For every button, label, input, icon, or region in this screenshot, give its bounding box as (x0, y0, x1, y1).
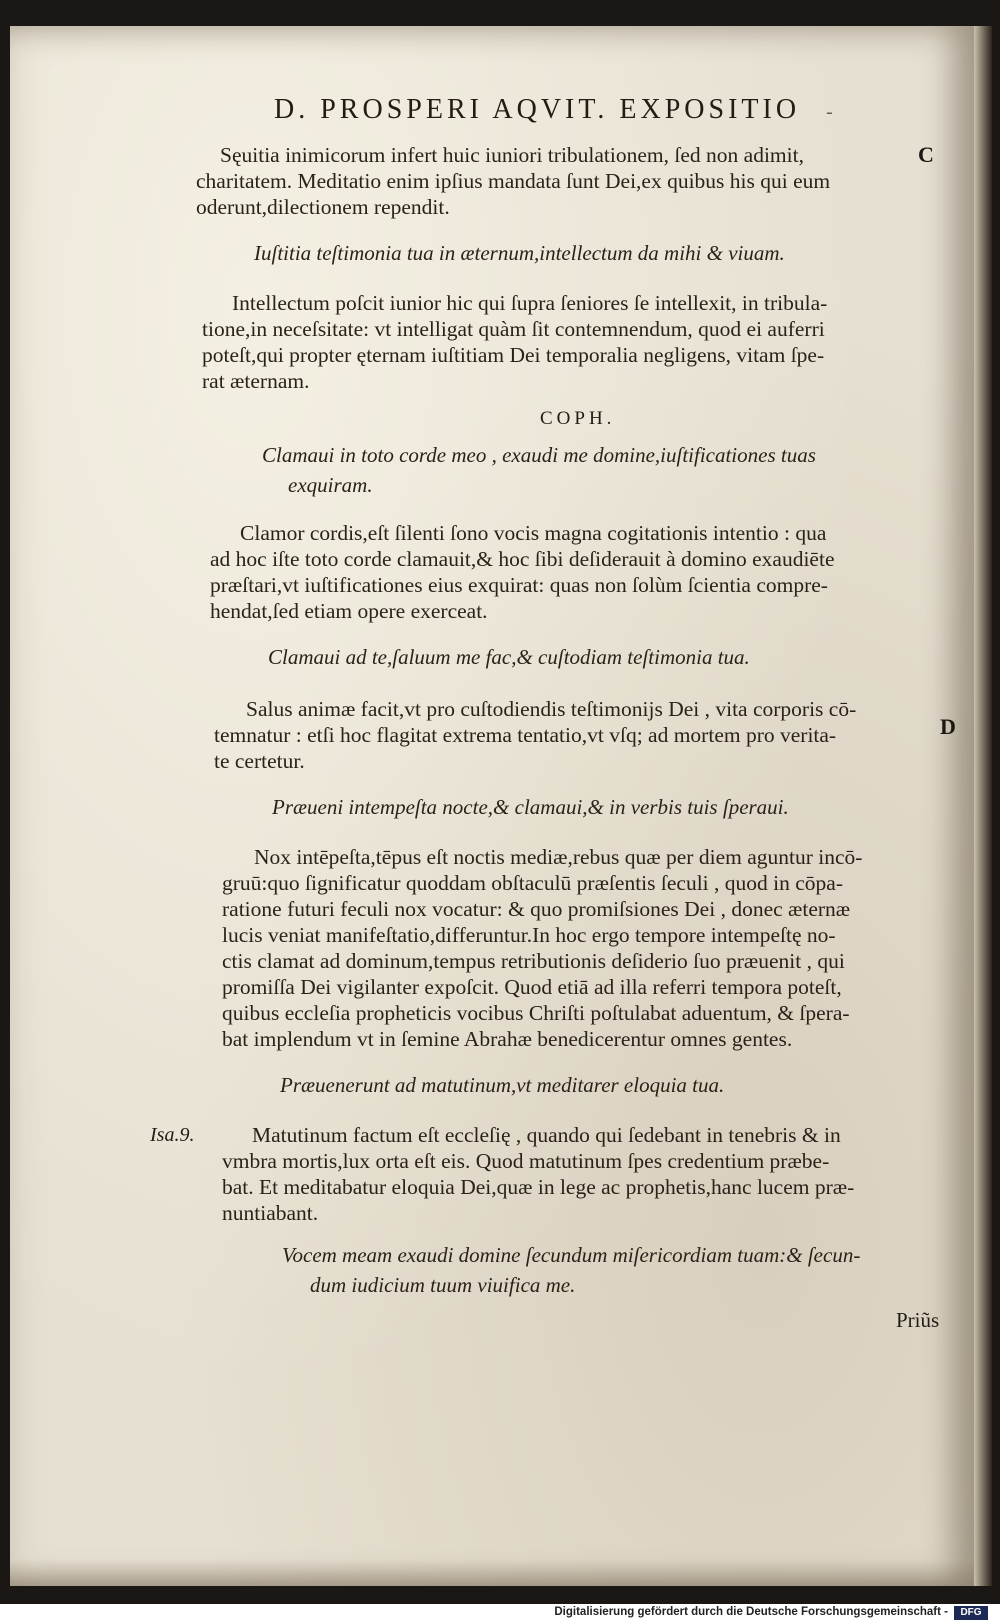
text-line: Sęuitia inimicorum infert huic iuniori tribulationem, ſed non adimit, (220, 143, 804, 167)
text-line: promiſſa Dei vigilanter expoſcit. Quod etiā ad illa referri tempora poteſt, (222, 975, 842, 999)
text-line: gruū:quo ſignificatur quoddam obſtaculū præſentis ſeculi , quod in cōpa- (222, 871, 843, 895)
text-line: vmbra mortis,lux orta eſt eis. Quod matutinum ſpes credentium præbe- (222, 1149, 830, 1173)
running-head-title: D. PROSPERI AQVIT. EXPOSITIO (274, 94, 801, 125)
running-head-mark: - (826, 101, 837, 123)
text-line: ratione futuri feculi nox vocatur: & quo promiſsiones Dei , donec æternæ (222, 897, 851, 921)
running-head (274, 94, 837, 126)
text-line: temnatur : etſi hoc flagitat extrema tentatio,vt vſq; ad mortem pro verita- (214, 723, 837, 747)
book-page (10, 26, 974, 1586)
text-line: hendat,ſed etiam opere exerceat. (210, 599, 488, 623)
funding-credit: Digitalisierung gefördert durch die Deutsche Forschungsgemeinschaft - (554, 1606, 948, 1618)
page-shadow (10, 1560, 974, 1586)
text-line: bat implendum vt in ſemine Abrahæ benedicerentur omnes gentes. (222, 1027, 793, 1051)
catchword: Priũs (896, 1308, 940, 1332)
text-line: Intellectum poſcit iunior hic qui ſupra ſeniores ſe intellexit, in tribula- (232, 291, 828, 315)
psalm-verse: Præuenerunt ad matutinum,vt meditarer eloquia tua. (280, 1073, 725, 1097)
text-line: ctis clamat ad dominum,tempus retributionis deſiderio ſuo præuenit , qui (222, 949, 845, 973)
text-line: Clamor cordis,eſt ſilenti ſono vocis magna cogitationis intentio : qua (240, 521, 827, 545)
psalm-verse: Iuſtitia teſtimonia tua in æternum,intellectum da mihi & viuam. (254, 241, 785, 265)
text-line: Nox intēpeſta,tēpus eſt noctis mediæ,rebus quæ per diem aguntur incō- (254, 845, 863, 869)
footer-bar (0, 1604, 1000, 1624)
psalm-verse: exquiram. (288, 473, 373, 497)
page-edge (974, 26, 992, 1586)
psalm-verse: Clamaui in toto corde meo , exaudi me domine,iuſtificationes tuas (262, 443, 816, 467)
psalm-verse: dum iudicium tuum viuifica me. (310, 1273, 576, 1297)
text-line: præſtari,vt iuſtificationes eius exquirat: quas non ſolùm ſcientia compre- (210, 573, 828, 597)
psalm-verse: Vocem meam exaudi domine ſecundum miſericordiam tuam:& ſecun- (282, 1243, 861, 1267)
psalm-verse: Clamaui ad te,ſaluum me fac,& cuſtodiam teſtimonia tua. (268, 645, 750, 669)
text-line: quibus eccleſia propheticis vocibus Chriſti poſtulabat aduentum, & ſpera- (222, 1001, 850, 1025)
psalm-verse: Præueni intempeſta nocte,& clamaui,& in verbis tuis ſperaui. (272, 795, 789, 819)
text-line: lucis veniat manifeſtatio,differuntur.In hoc ergo tempore intempeſtę no- (222, 923, 836, 947)
text-line: rat æternam. (202, 369, 310, 393)
dfg-logo: DFG (954, 1606, 988, 1620)
text-line: charitatem. Meditatio enim ipſius mandata ſunt Dei,ex quibus his qui eum (196, 169, 831, 193)
text-line: oderunt,dilectionem rependit. (196, 195, 450, 219)
margin-letter-c: C (918, 142, 934, 167)
text-line: tione,in neceſsitate: vt intelligat quàm ſit contemnendum, quod ei auferri (202, 317, 825, 341)
margin-letter-d: D (940, 714, 956, 739)
text-line: ad hoc iſte toto corde clamauit,& hoc ſibi deſiderauit à domino exaudiēte (210, 547, 835, 571)
text-line: nuntiabant. (222, 1201, 319, 1225)
text-line: poteſt,qui propter ęternam iuſtitiam Dei temporalia negligens, vitam ſpe- (202, 343, 825, 367)
text-line: bat. Et meditabatur eloquia Dei,quæ in lege ac prophetis,hanc lucem præ- (222, 1175, 855, 1199)
text-line: Salus animæ facit,vt pro cuſtodiendis teſtimonijs Dei , vita corporis cō- (246, 697, 857, 721)
text-line: Matutinum factum eſt eccleſię , quando qui ſedebant in tenebris & in (252, 1123, 841, 1147)
text-line: te certetur. (214, 749, 305, 773)
section-heading: COPH. (540, 408, 616, 429)
margin-note-isaiah: Isa.9. (150, 1124, 195, 1146)
